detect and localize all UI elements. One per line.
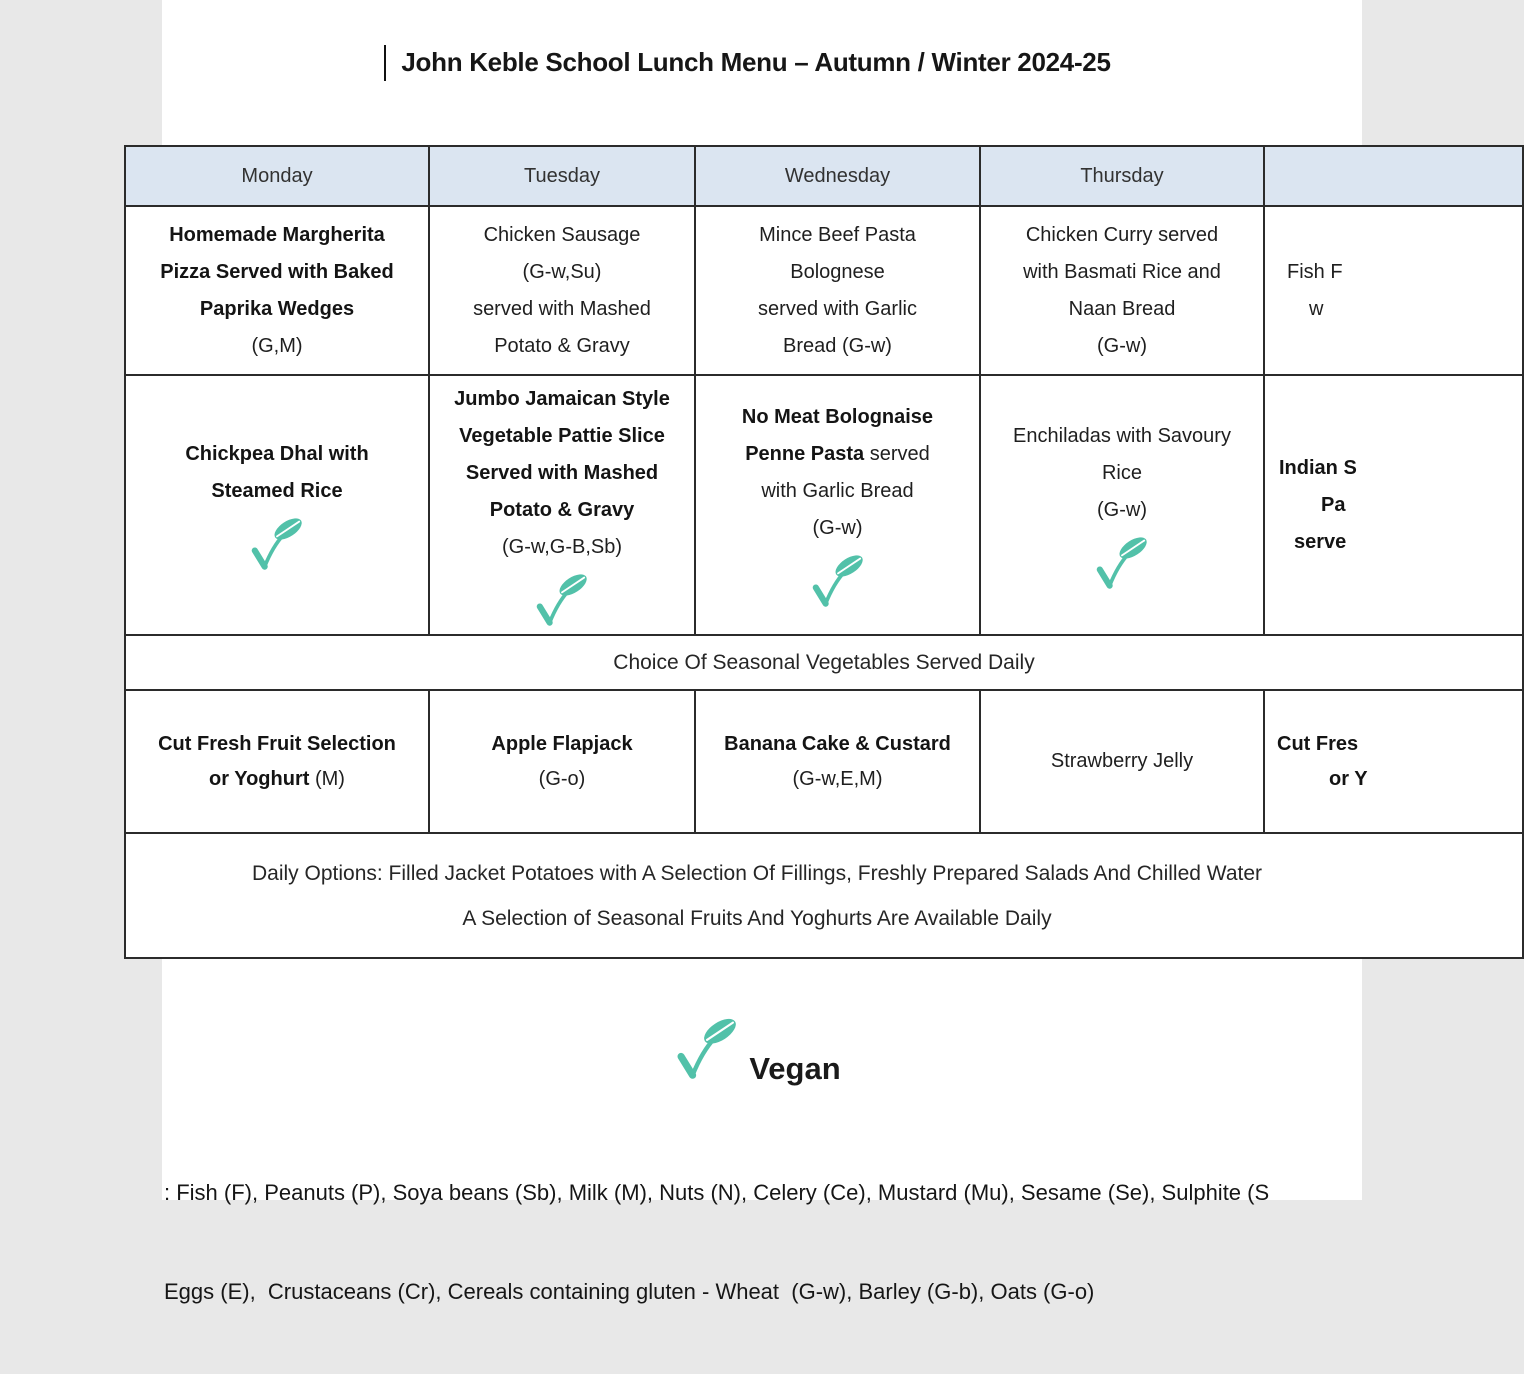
day-header-wednesday[interactable]	[696, 147, 981, 207]
text-segment: (G-w)	[1097, 334, 1147, 357]
text-segment: w	[1309, 297, 1324, 320]
text-line	[130, 254, 424, 291]
vegan-checkmark-icon	[671, 1016, 743, 1084]
text-segment: or Y	[1329, 767, 1368, 790]
daily-options-row[interactable]	[126, 834, 1524, 959]
text-segment: Chickpea Dhal with	[185, 443, 369, 465]
allergen-key-line-2[interactable]: Eggs (E), Crustaceans (Cr), Cereals containing gluten - Wheat (G-w), Barley (G-b), Oats (G-o)	[164, 1279, 1095, 1304]
text-segment: Pa	[1321, 493, 1346, 516]
text-line	[434, 291, 690, 328]
text-segment: (G-w,G-B,Sb)	[501, 535, 622, 558]
text-segment: serve	[1294, 530, 1347, 553]
text-line	[434, 381, 690, 418]
vegetarian-option-friday[interactable]	[1265, 376, 1524, 636]
text-line	[985, 254, 1259, 291]
text-segment: Enchiladas with Savoury	[1013, 424, 1231, 447]
text-line	[130, 217, 424, 254]
text-line	[434, 217, 690, 254]
text-segment: (G-w,E,M)	[792, 767, 883, 790]
text-segment: Served with Mashed	[465, 461, 659, 484]
text-line	[985, 455, 1259, 492]
text-segment: Homemade Margherita	[169, 223, 385, 246]
text-segment: served with Garlic	[758, 297, 917, 320]
day-header-monday[interactable]	[126, 147, 430, 207]
text-line	[1269, 762, 1524, 797]
day-header-label: Tuesday	[524, 164, 600, 187]
text-segment: with Garlic Bread	[761, 480, 914, 502]
allergen-key-line-1[interactable]: : Fish (F), Peanuts (P), Soya beans (Sb), Milk (M), Nuts (N), Celery (Ce), Mustard (Mu), Sesame (Se), Sulphite (S	[164, 1180, 1270, 1205]
text-line	[434, 727, 690, 762]
daily-options-line-1: Daily Options: Filled Jacket Potatoes with A Selection Of Fillings, Freshly Prepared Salads And Chilled Water	[251, 861, 1263, 885]
day-header-label: Monday	[241, 164, 313, 187]
text-segment: (G-w)	[812, 517, 863, 539]
text-line	[700, 291, 975, 328]
text-line	[1269, 254, 1524, 291]
text-segment: Potato & Gravy	[489, 498, 635, 521]
text-segment: (G,M)	[251, 334, 303, 357]
text-segment: (G-w)	[1097, 498, 1147, 521]
text-segment: Strawberry Jelly	[1050, 750, 1194, 772]
vegan-checkmark-icon	[807, 553, 869, 611]
dessert-friday[interactable]	[1265, 691, 1524, 834]
text-line	[1269, 487, 1524, 524]
text-line	[434, 762, 690, 797]
daily-options-text	[252, 851, 1262, 941]
vegetarian-option-monday[interactable]	[126, 376, 430, 636]
text-line	[700, 727, 975, 762]
main-meal-friday[interactable]	[1265, 207, 1524, 376]
text-segment: Naan Bread	[1068, 297, 1176, 320]
vegan-legend	[162, 1016, 1350, 1089]
vegan-icon-wrap	[246, 516, 308, 574]
dessert-wednesday[interactable]	[696, 691, 981, 834]
day-header-tuesday[interactable]	[430, 147, 696, 207]
text-line	[434, 418, 690, 455]
text-segment: Bread (G-w)	[783, 334, 892, 357]
text-line	[130, 762, 424, 797]
text-segment: Bolognese	[790, 260, 885, 283]
text-line	[985, 291, 1259, 328]
vegan-checkmark-icon	[246, 516, 308, 574]
vegan-checkmark-icon	[1091, 535, 1153, 593]
allergen-key	[164, 1110, 1524, 1374]
main-meal-tuesday[interactable]	[430, 207, 696, 376]
main-meal-thursday[interactable]	[981, 207, 1265, 376]
text-line	[434, 328, 690, 365]
text-line	[434, 455, 690, 492]
text-segment: Cut Fresh Fruit Selection	[158, 732, 396, 755]
text-segment: Chicken Curry served	[1025, 223, 1219, 246]
vegan-legend-icon-slot	[671, 1016, 743, 1089]
vegetarian-option-tuesday[interactable]	[430, 376, 696, 636]
text-line	[700, 254, 975, 291]
document-page	[158, 0, 1368, 1304]
text-line	[700, 328, 975, 365]
seasonal-vegetables-row[interactable]: Choice Of Seasonal Vegetables Served Daily	[126, 636, 1524, 691]
text-segment: Chicken Sausage	[483, 223, 641, 246]
text-segment: Cut Fres	[1277, 732, 1359, 755]
text-line	[700, 510, 975, 547]
vegan-legend-label[interactable]: Vegan	[749, 1051, 841, 1086]
vegan-checkmark-icon	[531, 572, 593, 630]
text-line	[434, 254, 690, 291]
text-line	[700, 473, 975, 510]
text-segment: (G-w,Su)	[522, 260, 602, 283]
vegetarian-option-wednesday[interactable]	[696, 376, 981, 636]
vegan-icon-wrap	[807, 553, 869, 611]
text-segment: Pizza Served with Baked	[160, 260, 394, 283]
text-line	[130, 291, 424, 328]
lunch-menu-table	[124, 145, 1524, 959]
text-segment: Mince Beef Pasta	[759, 223, 916, 246]
page-title[interactable]: John Keble School Lunch Menu – Autumn / Winter 2024-25	[401, 47, 1111, 77]
text-line	[700, 399, 975, 436]
text-line	[1269, 727, 1524, 762]
text-segment: Banana Cake & Custard	[724, 732, 951, 755]
text-line	[1269, 524, 1524, 561]
text-segment: Rice	[1101, 461, 1142, 484]
main-meal-monday[interactable]	[126, 207, 430, 376]
text-segment: Paprika Wedges	[199, 297, 355, 320]
text-segment: with Basmati Rice and	[1023, 260, 1221, 283]
text-segment: Jumbo Jamaican Style	[454, 387, 670, 410]
dessert-thursday[interactable]	[981, 691, 1265, 834]
daily-options-line-2: A Selection of Seasonal Fruits And Yoghurts Are Available Daily	[462, 906, 1052, 930]
title-area	[162, 42, 1350, 82]
day-header-label: Wednesday	[784, 164, 891, 187]
dessert-monday[interactable]	[126, 691, 430, 834]
text-segment: Fish F	[1287, 260, 1343, 283]
text-segment: Vegetable Pattie Slice	[459, 424, 665, 447]
vegan-icon-wrap	[1091, 535, 1153, 593]
day-header-friday[interactable]	[1265, 147, 1524, 207]
text-line	[130, 436, 424, 473]
text-line	[130, 727, 424, 762]
text-segment: Indian S	[1279, 456, 1357, 479]
text-segment: No Meat Bolognaise	[741, 406, 934, 428]
text-cursor	[384, 45, 386, 81]
text-segment: served	[864, 443, 930, 465]
text-line	[130, 473, 424, 510]
text-line	[985, 418, 1259, 455]
text-segment: (M)	[309, 767, 345, 790]
dessert-tuesday[interactable]	[430, 691, 696, 834]
day-header-thursday[interactable]	[981, 147, 1265, 207]
text-line	[434, 492, 690, 529]
text-line	[985, 328, 1259, 365]
text-line	[1269, 450, 1524, 487]
text-line	[985, 217, 1259, 254]
text-line	[434, 529, 690, 566]
text-segment: Penne Pasta	[745, 443, 865, 465]
text-segment: Steamed Rice	[211, 480, 343, 502]
text-line	[130, 328, 424, 365]
text-line	[985, 492, 1259, 529]
text-line	[700, 217, 975, 254]
day-header-label: Thursday	[1080, 164, 1164, 187]
text-segment: Potato & Gravy	[494, 334, 630, 357]
vegetarian-option-thursday[interactable]	[981, 376, 1265, 636]
text-segment: Apple Flapjack	[491, 732, 633, 755]
text-segment: (G-o)	[538, 767, 586, 790]
text-segment: served with Mashed	[473, 297, 651, 320]
vegan-icon-wrap	[531, 572, 593, 630]
text-line	[700, 436, 975, 473]
text-line	[1269, 291, 1524, 328]
main-meal-wednesday[interactable]	[696, 207, 981, 376]
text-segment: or Yoghurt	[209, 767, 310, 790]
text-line	[700, 762, 975, 797]
text-line	[985, 744, 1259, 779]
